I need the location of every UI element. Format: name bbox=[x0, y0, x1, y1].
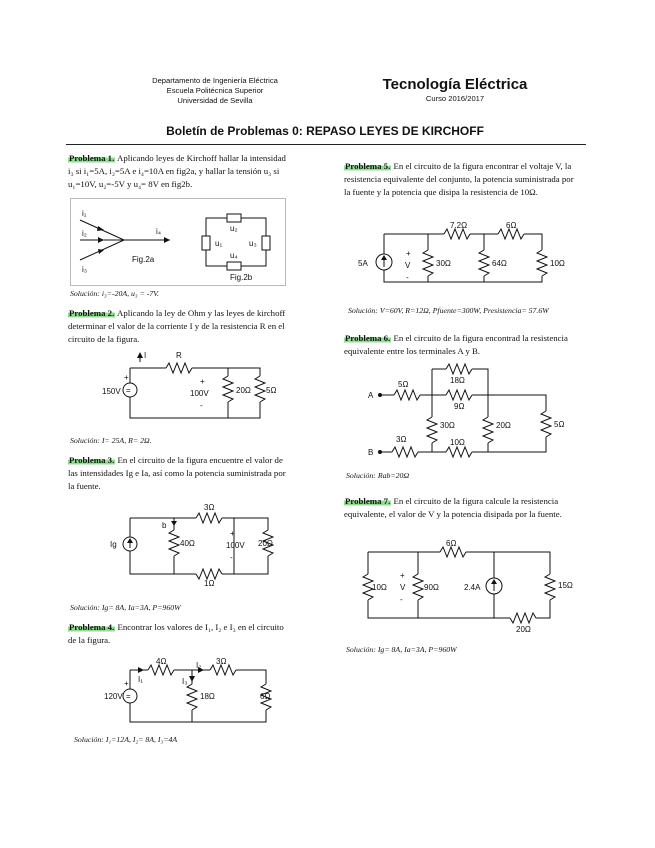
problem-text: En el circuito de la figura encontrad la resistencia equivalente entre los terminales A y B. bbox=[344, 333, 568, 356]
resistor-label-10: 10Ω bbox=[372, 583, 387, 592]
current-label-i2: I₂ bbox=[196, 661, 202, 670]
resistor-label-6: 6Ω bbox=[506, 221, 517, 230]
solution-7: Solución: Ig= 8A, Ia=3A, P=960W bbox=[346, 645, 457, 654]
problem-text: Aplicando la ley de Ohm y las leyes de kirchoff determinar el valor de la corriente I y de la resistencia R en el circuito de la figura. bbox=[68, 308, 286, 344]
voltage-label-u3: u₃ bbox=[249, 239, 257, 248]
resistor-label-3: 3Ω bbox=[396, 435, 407, 444]
fig-2a-caption: Fig.2a bbox=[132, 255, 155, 264]
page-title: Boletín de Problemas 0: REPASO LEYES DE KIRCHOFF bbox=[166, 124, 484, 138]
voltage-label-u1: u₁ bbox=[215, 239, 223, 248]
node-label-b: b bbox=[162, 521, 167, 530]
polarity-plus: + bbox=[124, 373, 129, 382]
voltage-label-100v: 100V bbox=[190, 389, 209, 398]
svg-text:+: + bbox=[200, 377, 205, 386]
current-label-i3: I₃ bbox=[182, 677, 188, 686]
resistor-label-40: 40Ω bbox=[180, 539, 195, 548]
resistor-label-90: 90Ω bbox=[424, 583, 439, 592]
resistor-label-18: 18Ω bbox=[200, 692, 215, 701]
voltage-label-u4: u₄ bbox=[230, 251, 238, 260]
circuit-problem-5 bbox=[356, 222, 576, 288]
resistor-label-10: 10Ω bbox=[550, 259, 565, 268]
source-label: 120V bbox=[104, 692, 123, 701]
circuit-problem-4 bbox=[100, 656, 280, 728]
svg-text:-: - bbox=[200, 401, 203, 410]
resistor-label-20: 20Ω bbox=[516, 625, 531, 634]
circuit-problem-3 bbox=[108, 502, 288, 588]
current-label-i3: i₃ bbox=[82, 265, 88, 274]
problem-label: Problema 4. bbox=[69, 622, 115, 632]
solution-3: Solución: Ig= 8A, Ia=3A, P=960W bbox=[70, 603, 181, 612]
circuit-problem-6 bbox=[366, 365, 576, 463]
current-label-i1: i₁ bbox=[82, 209, 87, 218]
problem-2 bbox=[68, 307, 288, 346]
solution-1: Solución: i₃=-20A, u₃ = -7V. bbox=[70, 289, 159, 298]
resistor-label-20: 20Ω bbox=[258, 539, 273, 548]
school-name: Escuela Politécnica Superior bbox=[166, 86, 264, 95]
resistor-label-5: 5Ω bbox=[398, 380, 409, 389]
resistor-label-9: 9Ω bbox=[454, 402, 465, 411]
figure-2-diagram bbox=[70, 198, 284, 284]
solution-6: Solución: Rab=20Ω bbox=[346, 471, 410, 480]
circuit-problem-2 bbox=[100, 350, 280, 422]
resistor-label-3: 3Ω bbox=[216, 657, 227, 666]
svg-text:+: + bbox=[406, 249, 411, 258]
problem-text: Encontrar los valores de I₁, I₂ e I₃ en el circuito de la figura. bbox=[68, 622, 284, 645]
svg-text:=: = bbox=[126, 692, 131, 701]
current-label-i: I bbox=[144, 351, 147, 360]
circuit-problem-7 bbox=[360, 540, 580, 636]
resistor-label-r: R bbox=[176, 351, 182, 360]
terminal-label-a: A bbox=[368, 391, 374, 400]
source-label: 5A bbox=[358, 259, 368, 268]
resistor-label-20: 20Ω bbox=[496, 421, 511, 430]
course-title: Tecnología Eléctrica bbox=[382, 76, 528, 93]
voltage-label-v: V bbox=[405, 261, 411, 270]
problem-label: Problema 3. bbox=[69, 455, 115, 465]
problem-5 bbox=[344, 160, 576, 199]
svg-text:+: + bbox=[230, 529, 235, 538]
resistor-label-30: 30Ω bbox=[436, 259, 451, 268]
terminal-label-b: B bbox=[368, 448, 374, 457]
resistor-label-6: 6Ω bbox=[446, 539, 457, 548]
problem-7 bbox=[344, 495, 576, 521]
loop-diagram-2b bbox=[202, 214, 270, 282]
svg-text:-: - bbox=[400, 595, 403, 604]
resistor-label-1: 1Ω bbox=[204, 579, 215, 588]
resistor-label-5b: 5Ω bbox=[554, 420, 565, 429]
svg-text:-: - bbox=[230, 553, 233, 562]
resistor-label-4: 4Ω bbox=[156, 657, 167, 666]
problem-text: En el circuito de la figura encontrar el voltaje V, la resistencia equivalente del conjunto, la potencia suministrada por la fuente y la potencia que disipa la resistencia de 10Ω. bbox=[344, 161, 574, 197]
problem-6 bbox=[344, 332, 576, 358]
solution-2: Solución: I= 25A, R= 2Ω. bbox=[70, 436, 152, 445]
university-name: Universidad de Sevilla bbox=[177, 96, 253, 105]
source-label: 150V bbox=[102, 387, 121, 396]
problem-text: En el circuito de la figura encuentre el valor de las intensidades Ig e Ia, así como la potencia suministrada por la fuente. bbox=[68, 455, 286, 491]
resistor-label-30: 30Ω bbox=[440, 421, 455, 430]
problem-label: Problema 5. bbox=[345, 161, 391, 171]
svg-text:+: + bbox=[124, 679, 129, 688]
source-label: 2.4A bbox=[464, 583, 481, 592]
resistor-label-6: 6Ω bbox=[260, 692, 271, 701]
resistor-label-10: 10Ω bbox=[450, 438, 465, 447]
svg-text:=: = bbox=[126, 386, 131, 395]
solution-5: Solución: V=60V, R=12Ω, Pfuente=300W, Presistencia= 57.6W bbox=[348, 306, 549, 315]
problem-text: En el circuito de la figura calcule la resistencia equivalente, el valor de V y la potencia disipada por la fuente. bbox=[344, 496, 562, 519]
problem-label: Problema 1. bbox=[69, 153, 115, 163]
node-diagram-2a bbox=[80, 209, 170, 274]
title-divider bbox=[66, 144, 586, 145]
resistor-label-3: 3Ω bbox=[204, 503, 215, 512]
problem-text: Aplicando leyes de Kirchoff hallar la intensidad i₃ si i₁=5A, i₂=5A e i₄=10A en fig2a, y hallar la tensión u₃ si u₁=10V, u₂=-5V y u₄= 8V en fig2b. bbox=[68, 153, 286, 189]
current-label-ig: Ig bbox=[110, 540, 117, 549]
problem-label: Problema 2. bbox=[69, 308, 115, 318]
resistor-label-64: 64Ω bbox=[492, 259, 507, 268]
fig-2b-caption: Fig.2b bbox=[230, 273, 253, 282]
problem-3 bbox=[68, 454, 288, 493]
voltage-label-v: V bbox=[400, 583, 406, 592]
svg-text:+: + bbox=[400, 571, 405, 580]
resistor-label-20: 20Ω bbox=[236, 386, 251, 395]
solution-4: Solución: I₁=12A, I₂= 8A, I₃=4A bbox=[74, 735, 178, 744]
department-name: Departamento de Ingeniería Eléctrica bbox=[152, 76, 278, 85]
voltage-label-100v: 100V bbox=[226, 541, 245, 550]
current-label-i4: i₄ bbox=[156, 227, 162, 236]
voltage-label-u2: u₂ bbox=[230, 224, 238, 233]
problem-1 bbox=[68, 152, 288, 191]
current-label-i2: i₂ bbox=[82, 229, 87, 238]
problem-4 bbox=[68, 621, 288, 647]
department-block bbox=[110, 76, 320, 106]
problem-label: Problema 6. bbox=[345, 333, 391, 343]
resistor-label-18: 18Ω bbox=[450, 376, 465, 385]
svg-text:-: - bbox=[406, 273, 409, 282]
course-year: Curso 2016/2017 bbox=[425, 94, 485, 103]
current-label-i1: I₁ bbox=[138, 675, 143, 684]
resistor-label-7-2: 7.2Ω bbox=[450, 221, 468, 230]
problem-label: Problema 7. bbox=[345, 496, 391, 506]
resistor-label-5: 5Ω bbox=[266, 386, 277, 395]
resistor-label-15: 15Ω bbox=[558, 581, 573, 590]
